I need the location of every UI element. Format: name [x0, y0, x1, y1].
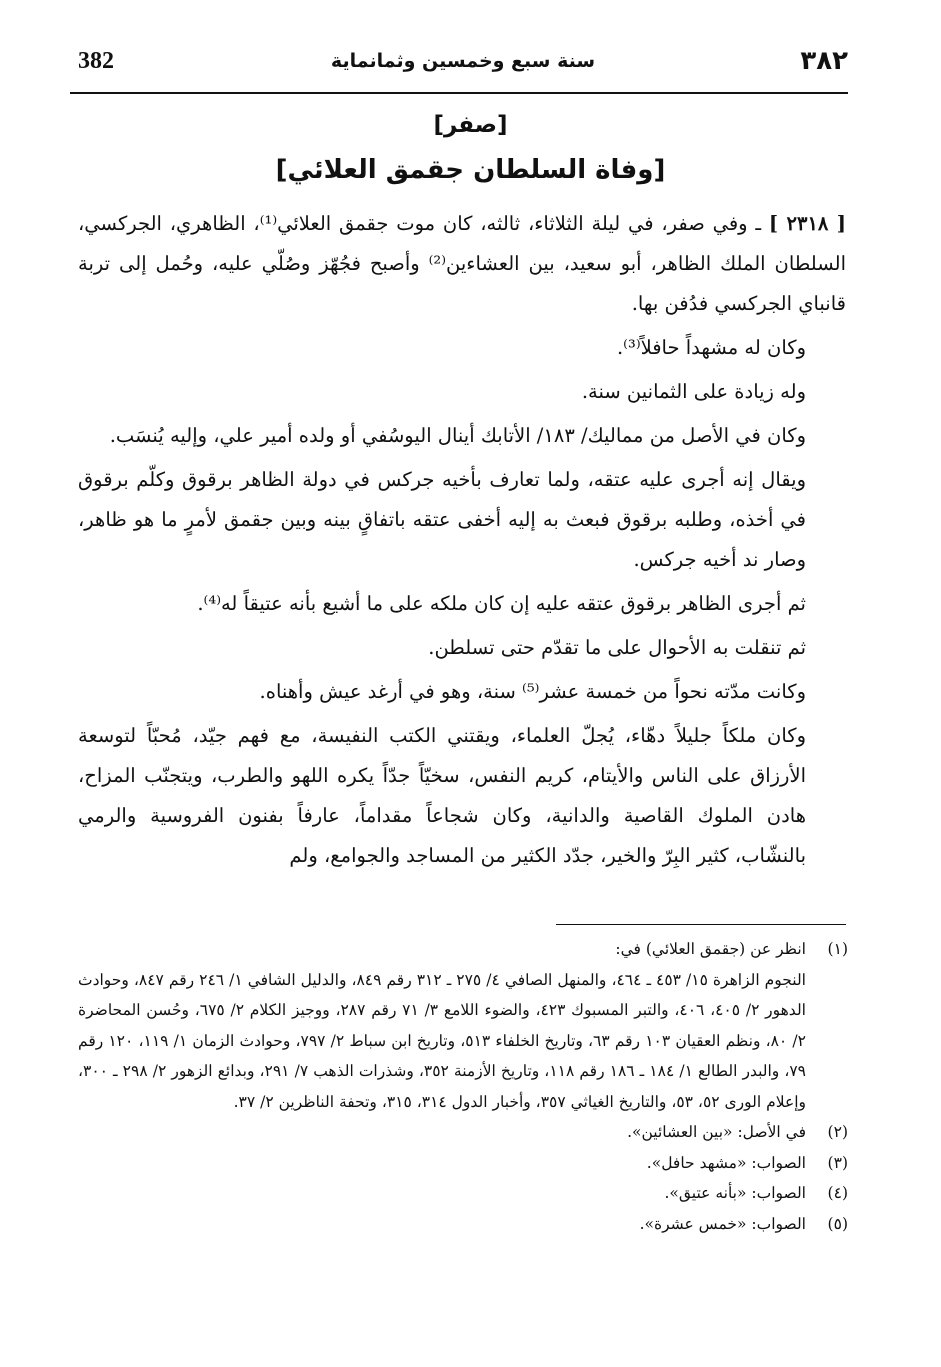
page-header: [78, 38, 848, 92]
footnote: [78, 1178, 848, 1209]
body-text: [78, 204, 846, 880]
footnote-text: النجوم الزاهرة ١٥/ ٤٥٣ ـ ٤٦٤، والمنهل الصافي ٤/ ٢٧٥ ـ ٣١٢ رقم ٨٤٩، والدليل الشافي ١/ ٢٤٦ رقم ٨٤٧، وحوادث الدهور ٢/ ٤٠٥، ٤٠٦، والتبر المسبوك ٤٢٣، والضوء اللامع ٣/ ٧١ رقم ٢٨٧، ووجيز الكلام ٢/ ٦٧٥، وحُسن المحاضرة ٢/ ٨٠، ونظم العقيان ١٠٣ رقم ٦٣، وتاريخ الخلفاء ٥١٣، وتاريخ ابن سباط ٢/ ٧٩٧، وحوادث الزمان ١/ ١١٩، ١٢٠ رقم ٧٩، والبدر الطالع ١/ ١٨٤ ـ ١٨٦ رقم ١١٨، وتاريخ الأزمنة ٣٥٢، وشذرات الذهب ٧/ ٢٩١، وبدائع الزهور ٢/ ٢٩٨ ـ ٣٠٠، وإعلام الورى ٥٢، ٥٣، والتاريخ الغياثي ٣٥٧، وأخبار الدول ٣١٤، ٣١٥، وتحفة الناظرين ٢/ ٣٧.: [78, 970, 807, 1111]
paragraph: وكان له مشهداً حافلاً⁽³⁾.: [616, 336, 806, 359]
page-number-latin: 382: [78, 48, 114, 74]
footnote-text: الصواب: «بأنه عتيق».: [664, 1184, 806, 1202]
footnote: [78, 1148, 848, 1179]
paragraph: [78, 204, 846, 324]
paragraph: وكان في الأصل من مماليك/ ١٨٣/ الأتابك أينال اليوسُفي أو ولده أمير علي، وإليه يُنسَب.: [109, 424, 806, 447]
footnote-rule: [556, 924, 846, 925]
paragraph: ثم أجرى الظاهر برقوق عتقه عليه إن كان ملكه على ما أشيع بأنه عتيقاً له⁽⁴⁾.: [197, 592, 806, 615]
section-heading: [وفاة السلطان جقمق العلائي]: [275, 155, 666, 185]
footnote: [78, 934, 848, 1117]
footnotes: [78, 934, 848, 1239]
footnote-number: (٣): [827, 1153, 848, 1172]
paragraph: ويقال إنه أجرى عليه عتقه، ولما تعارف بأخيه جركس في دولة الظاهر برقوق وكلّم برقوق في أخذه، وطلبه برقوق فبعث به إليه أخفى عتقه باتفاقٍ بينه وبين جقمق لأمرٍ ما هو ظاهر، وصار ند أخيه جركس.: [78, 468, 806, 571]
entry-number: [ ٢٣١٨ ]: [768, 212, 847, 235]
footnote-text: الصواب: «خمس عشرة».: [639, 1214, 806, 1233]
footnote-text: الصواب: «مشهد حافل».: [646, 1153, 806, 1172]
paragraph: ثم تنقلت به الأحوال على ما تقدّم حتى تسلطن.: [428, 636, 806, 659]
running-title: سنة سبع وخمسين وثمانماية: [330, 50, 596, 72]
footnote-text: في الأصل: «بين العشائين».: [627, 1123, 806, 1141]
footnote-text: انظر عن (جقمق العلائي) في:: [615, 940, 806, 958]
footnote-number: (٥): [827, 1214, 848, 1233]
page-number-arabic: ٣٨٢: [800, 46, 848, 76]
footnote-number: (٢): [827, 1123, 848, 1141]
footnote: [78, 1117, 848, 1148]
footnote-number: (٤): [827, 1184, 848, 1202]
footnote: [78, 1209, 848, 1240]
month-heading: [صفر]: [433, 112, 508, 138]
paragraph: وكانت مدّته نحواً من خمسة عشر⁽⁵⁾ سنة، وهو في أرغد عيش وأهناه.: [259, 680, 806, 703]
header-rule: [70, 92, 848, 94]
footnote-number: (١): [827, 940, 848, 958]
paragraph-text: ـ وفي صفر، في ليلة الثلاثاء، ثالثه، كان موت جقمق العلائي⁽¹⁾، الظاهري، الجركسي، السلطان الملك الظاهر، أبو سعيد، بين العشاءين⁽²⁾ وأصبح فجُهّز وصُلّي عليه، وحُمل إلى تربة قانباي الجركسي فدُفن بها.: [78, 212, 846, 315]
paragraph: وله زيادة على الثمانين سنة.: [581, 380, 806, 403]
paragraph: وكان ملكاً جليلاً دهّاء، يُجلّ العلماء، ويقتني الكتب النفيسة، مع فهم جيّد، مُحبّاً لتوسعة الأرزاق على الناس والأيتام، كريم النفس، سخيّاً جدّاً يكره اللهو والطرب، ويتجنّب المزاح، هادن الملوك القاصية والدانية، وكان شجاعاً مقداماً، عارفاً بفنون الفروسية والرمي بالنشّاب، كثير البِرّ والخير، جدّد الكثير من المساجد والجوامع، ولم: [78, 724, 806, 867]
